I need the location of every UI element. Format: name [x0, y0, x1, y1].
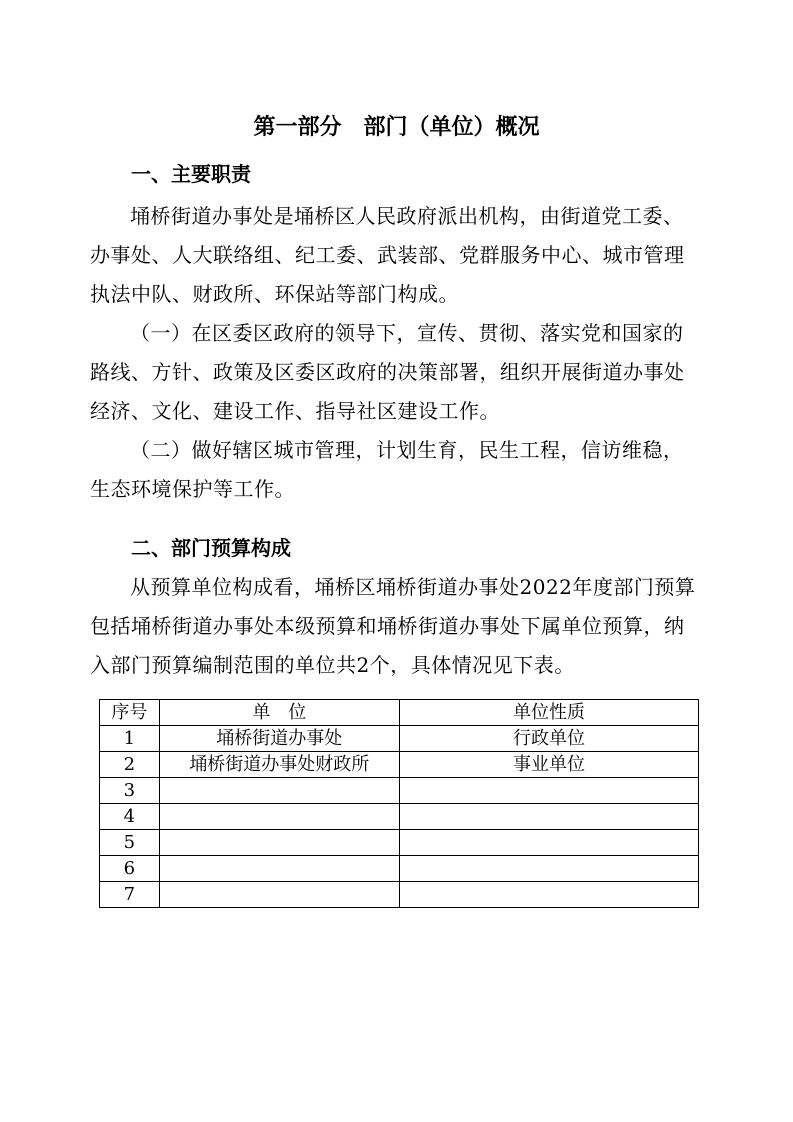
unit-nature: [399, 778, 698, 804]
unit-nature: [399, 804, 698, 830]
page-title: 第一部分 部门（单位）概况: [253, 115, 540, 140]
row-number: 3: [100, 778, 160, 804]
unit-nature: [399, 882, 698, 908]
table-row: [100, 804, 699, 830]
column-header-nature: 单位性质: [399, 700, 698, 726]
column-header-unit: 单 位: [159, 700, 399, 726]
row-number: 5: [100, 830, 160, 856]
section-heading-responsibilities: 一、主要职责: [131, 162, 251, 186]
section-heading-budget-composition: 二、部门预算构成: [131, 536, 291, 560]
paragraph: （一）在区委区政府的领导下，宣传、贯彻、落实党和国家的路线、方针、政策及区委区政府的决策部署，组织开展街道办事处经济、文化、建设工作、指导社区建设工作。: [90, 321, 685, 423]
row-number: 4: [100, 804, 160, 830]
unit-name: [159, 856, 399, 882]
unit-nature: [399, 856, 698, 882]
unit-nature: 事业单位: [399, 752, 698, 778]
table-row: [100, 856, 699, 882]
unit-name: [159, 778, 399, 804]
unit-name: 埇桥街道办事处财政所: [159, 752, 399, 778]
table-row: [100, 726, 699, 752]
paragraph: 埇桥街道办事处是埇桥区人民政府派出机构，由街道党工委、办事处、人大联络组、纪工委、武装部、党群服务中心、城市管理执法中队、财政所、环保站等部门构成。: [90, 204, 685, 306]
paragraph: 从预算单位构成看，埇桥区埇桥街道办事处2022年度部门预算包括埇桥街道办事处本级预算和埇桥街道办事处下属单位预算，纳入部门预算编制范围的单位共2个，具体情况见下表。: [90, 575, 696, 677]
unit-nature: [399, 830, 698, 856]
row-number: 7: [100, 882, 160, 908]
row-number: 1: [100, 726, 160, 752]
unit-name: [159, 882, 399, 908]
row-number: 2: [100, 752, 160, 778]
responsibilities-body: [90, 197, 700, 509]
unit-name: [159, 830, 399, 856]
unit-name: 埇桥街道办事处: [159, 726, 399, 752]
table-header-row: [100, 700, 699, 726]
table-row: [100, 778, 699, 804]
budget-composition-body: [90, 568, 700, 685]
column-header-no: 序号: [100, 700, 160, 726]
row-number: 6: [100, 856, 160, 882]
table-row: [100, 752, 699, 778]
unit-name: [159, 804, 399, 830]
unit-table: [99, 699, 699, 908]
unit-nature: 行政单位: [399, 726, 698, 752]
paragraph: （二）做好辖区城市管理，计划生育，民生工程，信访维稳，生态环境保护等工作。: [90, 438, 684, 501]
table-row: [100, 830, 699, 856]
table-row: [100, 882, 699, 908]
